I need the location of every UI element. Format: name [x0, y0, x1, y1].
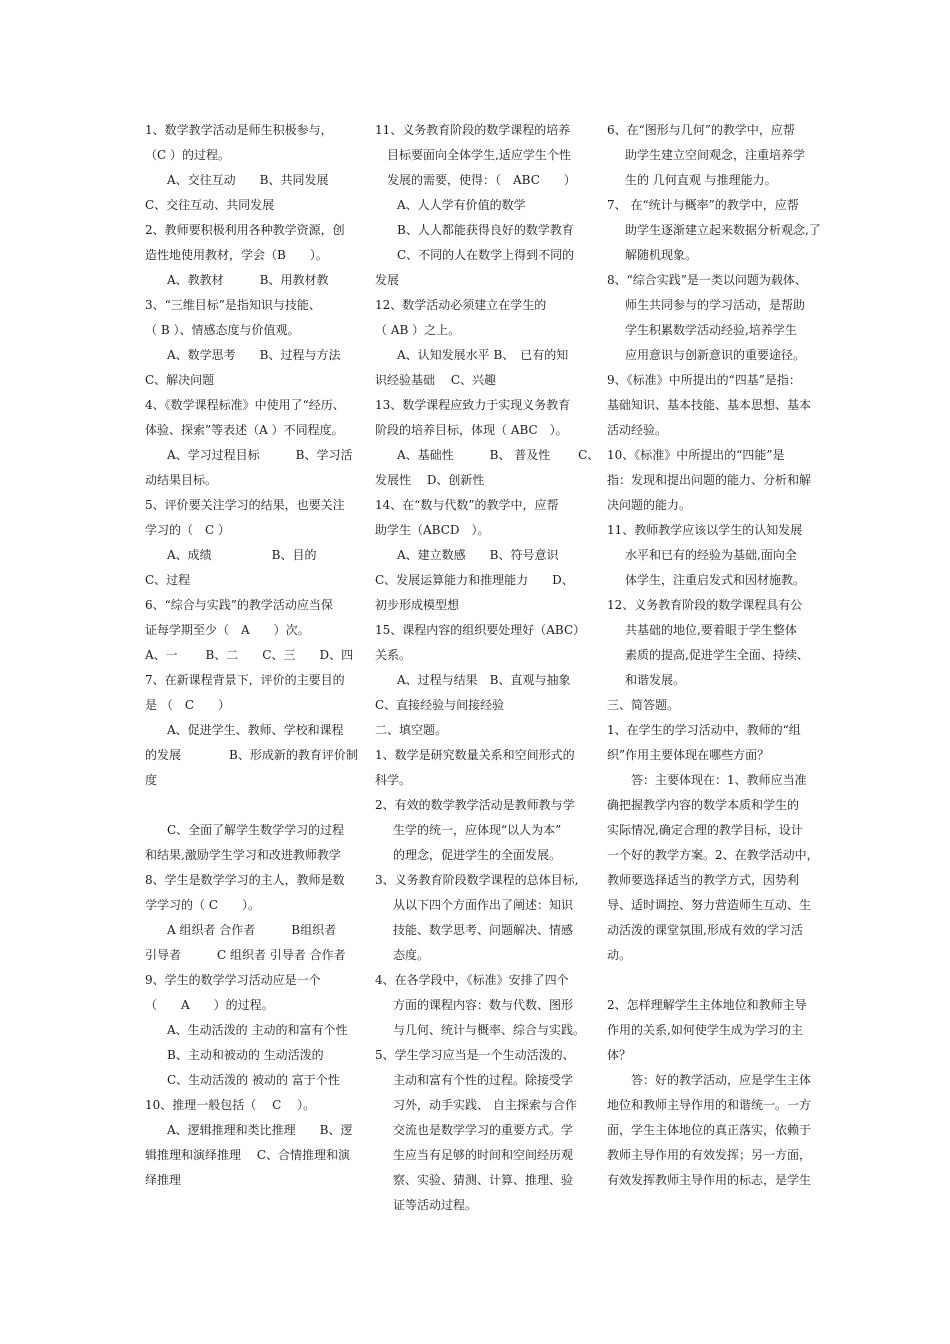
- text-line: 是 （ C ）: [145, 698, 230, 712]
- text-line: 导、适时调控、努力营造师生互动、生: [607, 898, 812, 912]
- text-line: B、人人都能获得良好的数学教育: [397, 223, 574, 237]
- text-line: 学生积累数学活动经验,培养学生: [625, 323, 797, 337]
- text-line: 识经验基础 C、兴趣: [375, 373, 496, 387]
- text-line: 生应当有足够的时间和空间经历观: [393, 1148, 574, 1162]
- text-line: 7、在新课程背景下，评价的主要目的: [145, 673, 345, 687]
- text-line: 察、实验、猜测、计算、推理、验: [393, 1173, 574, 1187]
- text-line: A、促进学生、教师、学校和课程: [167, 723, 344, 737]
- text-line: （ AB ）之上。: [375, 323, 461, 337]
- text-line: 决问题的能力。: [607, 498, 692, 512]
- text-line: A、教教材 B、用教材教: [167, 273, 329, 287]
- text-line: 4、在各学段中，《标准》安排了四个: [375, 973, 569, 987]
- text-line: 体？: [607, 1048, 632, 1062]
- text-line: 11、义务教育阶段的数学课程的培养: [375, 123, 571, 137]
- text-line: C、发展运算能力和推理能力 D、: [375, 573, 574, 587]
- text-line: A、一 B、二 C、三 D、四: [145, 648, 354, 662]
- text-line: B、主动和被动的 生动活泼的: [167, 1048, 324, 1062]
- text-line: 10、推理一般包括（ C ）。: [145, 1098, 316, 1112]
- text-line: 1、在学生的学习活动中，教师的“组: [607, 723, 801, 737]
- text-line: A、生动活泼的 主动的和富有个性: [167, 1023, 348, 1037]
- text-line: 的发展 B、形成新的教育评价制: [145, 748, 358, 762]
- text-line: 共基础的地位,要着眼于学生整体: [625, 623, 797, 637]
- text-line: 助学生逐渐建立起来数据分析观念,了: [625, 223, 821, 237]
- text-line: 证每学期至少（ A ）次。: [145, 623, 310, 637]
- text-line: 生的 几何直观 与推理能力。: [625, 173, 777, 187]
- text-line: A 组织者 合作者 B组织者: [167, 923, 337, 937]
- text-line: 5、学生学习应当是一个生动活泼的、: [375, 1048, 575, 1062]
- text-line: C、生动活泼的 被动的 富于个性: [167, 1073, 340, 1087]
- text-line: 发展: [375, 273, 400, 287]
- text-line: 答：主要体现在：1、教师应当准: [631, 773, 807, 787]
- text-line: 造性地使用教材，学会（B ）。: [145, 248, 328, 262]
- text-line: A、数学思考 B、过程与方法: [167, 348, 341, 362]
- text-line: 有效发挥教师主导作用的标志，是学生: [607, 1173, 812, 1187]
- text-line: 3、义务教育阶段数学课程的总体目标,: [375, 873, 579, 887]
- text-line: 和谐发展。: [625, 673, 686, 687]
- text-line: 基础知识、基本技能、基本思想、基本: [607, 398, 812, 412]
- text-line: 与几何、统计与概率、综合与实践。: [393, 1023, 586, 1037]
- text-line: A、交往互动 B、共同发展: [167, 173, 329, 187]
- text-line: 关系。: [375, 648, 412, 662]
- text-line: C、过程: [145, 573, 191, 587]
- text-line: C、解决问题: [145, 373, 215, 387]
- text-line: 动。: [607, 948, 632, 962]
- text-line: 技能、数学思考、问题解决、情感: [393, 923, 574, 937]
- text-line: 4、《数学课程标准》中使用了“经历、: [145, 398, 345, 412]
- text-line: 习外，动手实践、 自主探索与合作: [393, 1098, 577, 1112]
- text-line: 教师主导作用的有效发挥；另一方面，: [607, 1148, 812, 1162]
- text-line: C、不同的人在数学上得到不同的: [397, 248, 575, 262]
- text-line: 7、 在“统计与概率”的教学中，应帮: [607, 198, 799, 212]
- text-line: 助学生（ABCD ）。: [375, 523, 490, 537]
- text-line: 学学习的（ C ）。: [145, 898, 260, 912]
- text-line: 态度。: [393, 948, 430, 962]
- text-line: 发展的需要，使得：（ ABC ）: [387, 173, 576, 187]
- text-line: 12、义务教育阶段的数学课程具有公: [607, 598, 803, 612]
- text-line: 织”作用主要体现在哪些方面？: [607, 748, 770, 762]
- text-line: 学习的（ C ）: [145, 523, 230, 537]
- text-line: 证等活动过程。: [393, 1198, 478, 1212]
- text-line: A、成绩 B、目的: [167, 548, 317, 562]
- text-line: [607, 968, 813, 993]
- text-line: （ A ）的过程。: [145, 998, 274, 1012]
- text-line: 9、学生的数学学习活动应是一个: [145, 973, 321, 987]
- text-line: C、全面了解学生数学学习的过程: [167, 823, 345, 837]
- text-line: 二、填空题。: [375, 723, 448, 737]
- text-line: 答：好的教学活动，应是学生主体: [631, 1073, 812, 1087]
- text-line: 2、教师要积极利用各种教学资源，创: [145, 223, 345, 237]
- text-line: 辑推理和演绎推理 C、合情推理和演: [145, 1148, 350, 1162]
- text-line: 主动和富有个性的过程。除接受学: [393, 1073, 574, 1087]
- text-line: A、认知发展水平 B、 已有的知: [397, 348, 569, 362]
- text-line: 绎推理: [145, 1173, 182, 1187]
- column-middle: [375, 118, 600, 1218]
- text-line: 教师要选择适当的教学方式，因势利: [607, 873, 800, 887]
- text-line: 9、《标准》中所提出的“四基”是指：: [607, 373, 801, 387]
- text-line: 1、数学教学活动是师生积极参与，: [145, 123, 333, 137]
- text-line: 2、怎样理解学生主体地位和教师主导: [607, 998, 807, 1012]
- text-line: 6、在“图形与几何”的教学中，应帮: [607, 123, 795, 137]
- text-line: 2、有效的数学教学活动是教师教与学: [375, 798, 575, 812]
- text-line: [145, 793, 350, 818]
- text-line: 应用意识与创新意识的重要途径。: [625, 348, 806, 362]
- text-line: 11、教师教学应该以学生的认知发展: [607, 523, 803, 537]
- text-line: （C ）的过程。: [145, 148, 230, 162]
- text-line: 交流也是数学学习的重要方式。学: [393, 1123, 574, 1137]
- text-line: 素质的提高,促进学生全面、持续、: [625, 648, 809, 662]
- text-line: 助学生建立空间观念，注重培养学: [625, 148, 806, 162]
- text-line: 5、评价要关注学习的结果，也要关注: [145, 498, 345, 512]
- text-line: 解随机现象。: [625, 248, 698, 262]
- text-line: 1、数学是研究数量关系和空间形式的: [375, 748, 575, 762]
- column-right: [607, 118, 821, 1193]
- text-line: 体学生，注重启发式和因材施教。: [625, 573, 806, 587]
- text-line: 方面的课程内容：数与代数、图形: [393, 998, 574, 1012]
- text-line: A、学习过程目标 B、学习活: [167, 448, 353, 462]
- text-line: 确把握教学内容的数学本质和学生的: [607, 798, 800, 812]
- text-line: 活动经验。: [607, 423, 668, 437]
- text-line: A、基础性 B、 普及性 C、: [397, 448, 600, 462]
- text-line: A、人人学有价值的数学: [397, 198, 526, 212]
- text-line: 从以下四个方面作出了阐述：知识: [393, 898, 574, 912]
- text-line: 水平和已有的经验为基础,面向全: [625, 548, 797, 562]
- text-line: 动结果目标。: [145, 473, 218, 487]
- text-line: 12、数学活动必须建立在学生的: [375, 298, 547, 312]
- text-line: 初步形成模型想: [375, 598, 460, 612]
- text-line: 15、课程内容的组织要处理好（ABC）: [375, 623, 586, 637]
- text-line: 8、学生是数学学习的主人，教师是数: [145, 873, 345, 887]
- text-line: 目标要面向全体学生,适应学生个性: [387, 148, 571, 162]
- text-line: 发展性 D、创新性: [375, 473, 485, 487]
- text-line: 引导者 C 组织者 引导者 合作者: [145, 948, 346, 962]
- text-line: 体验、探索”等表述（A ）不同程度。: [145, 423, 344, 437]
- text-line: 3、“三维目标”是指知识与技能、: [145, 298, 321, 312]
- text-line: A、过程与结果 B、直观与抽象: [397, 673, 571, 687]
- text-line: A、建立数感 B、符号意识: [397, 548, 559, 562]
- column-left: [145, 118, 358, 1193]
- text-line: 作用的关系,如何使学生成为学习的主: [607, 1023, 803, 1037]
- text-line: 面，学生主体地位的真正落实，依赖于: [607, 1123, 812, 1137]
- text-line: 和结果,激励学生学习和改进教师教学: [145, 848, 341, 862]
- text-line: 师生共同参与的学习活动，是帮助: [625, 298, 806, 312]
- text-line: A、逻辑推理和类比推理 B、逻: [167, 1123, 353, 1137]
- text-line: 13、数学课程应致力于实现义务教育: [375, 398, 571, 412]
- text-line: 14、在“数与代数”的教学中，应帮: [375, 498, 559, 512]
- text-line: C、交往互动、共同发展: [145, 198, 275, 212]
- text-line: 指：发现和提出问题的能力、分析和解: [607, 473, 812, 487]
- text-line: 的理念，促进学生的全面发展。: [393, 848, 562, 862]
- text-line: 动活泼的课堂氛围,形成有效的学习活: [607, 923, 803, 937]
- text-line: 生学的统一，应体现“以人为本”: [393, 823, 562, 837]
- text-line: 一个好的教学方案。2、在教学活动中，: [607, 848, 819, 862]
- text-line: （ B ）、情感态度与价值观。: [145, 323, 300, 337]
- text-line: 地位和教师主导作用的和谐统一。一方: [607, 1098, 812, 1112]
- text-line: 阶段的培养目标，体现（ ABC ）。: [375, 423, 568, 437]
- text-line: 度: [145, 773, 158, 787]
- text-line: C、直接经验与间接经验: [375, 698, 505, 712]
- text-line: 实际情况,确定合理的教学目标，设计: [607, 823, 803, 837]
- text-line: 科学。: [375, 773, 412, 787]
- text-line: 6、“综合与实践”的教学活动应当保: [145, 598, 333, 612]
- text-line: 三、简答题。: [607, 698, 680, 712]
- text-line: 8、“综合实践”是一类以问题为载体、: [607, 273, 807, 287]
- text-line: 10、《标准》中所提出的“四能”是: [607, 448, 785, 462]
